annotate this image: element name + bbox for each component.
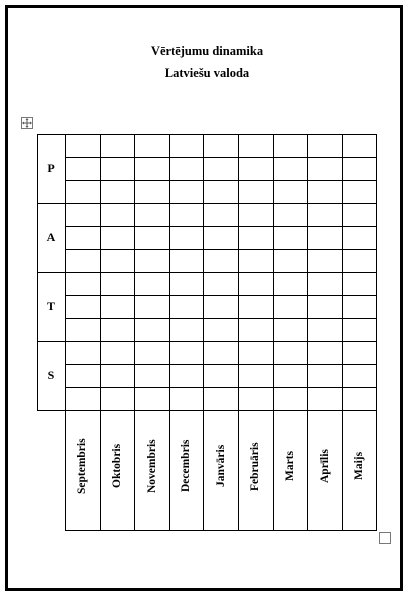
table-cell[interactable]: [273, 364, 308, 387]
table-cell[interactable]: [203, 157, 238, 180]
table-cell[interactable]: [65, 387, 100, 410]
table-cell[interactable]: [342, 134, 377, 157]
table-cell[interactable]: [100, 341, 135, 364]
table-cell[interactable]: [238, 387, 273, 410]
table-move-handle-icon[interactable]: [21, 117, 33, 129]
table-cell[interactable]: [273, 272, 308, 295]
table-cell[interactable]: [238, 318, 273, 341]
month-label: Oktobris: [110, 443, 123, 488]
table-cell[interactable]: [307, 295, 342, 318]
table-cell[interactable]: [342, 157, 377, 180]
row-group-label: A: [46, 229, 56, 244]
table-cell[interactable]: [134, 226, 169, 249]
month-label: Maijs: [353, 451, 366, 480]
table-cell[interactable]: [169, 318, 204, 341]
month-label: Septembris: [76, 438, 89, 494]
table-cell[interactable]: [65, 134, 100, 157]
table-cell[interactable]: [273, 157, 308, 180]
table-cell[interactable]: [65, 318, 100, 341]
table-cell[interactable]: [65, 272, 100, 295]
table-cell[interactable]: [342, 387, 377, 410]
table-cell[interactable]: [65, 341, 100, 364]
table-resize-handle-icon[interactable]: [379, 532, 391, 544]
table-cell[interactable]: [238, 180, 273, 203]
table-cell[interactable]: [169, 272, 204, 295]
table-cell[interactable]: [273, 249, 308, 272]
table-cell[interactable]: [203, 226, 238, 249]
row-group-label: T: [46, 298, 55, 313]
table-cell[interactable]: [238, 203, 273, 226]
table-cell[interactable]: [307, 364, 342, 387]
row-border: [65, 318, 377, 319]
table-cell[interactable]: [203, 341, 238, 364]
table-cell[interactable]: [203, 134, 238, 157]
table-cell[interactable]: [169, 295, 204, 318]
table-cell[interactable]: [100, 295, 135, 318]
month-label: Marts: [283, 450, 296, 481]
table-cell[interactable]: [307, 226, 342, 249]
table-cell[interactable]: [273, 318, 308, 341]
table-cell[interactable]: [342, 364, 377, 387]
table-cell[interactable]: [238, 249, 273, 272]
table-cell[interactable]: [100, 157, 135, 180]
table-cell[interactable]: [169, 387, 204, 410]
table-cell[interactable]: [203, 318, 238, 341]
table-cell[interactable]: [273, 180, 308, 203]
month-label: Decembris: [180, 439, 193, 492]
table-cell[interactable]: [134, 272, 169, 295]
table-cell[interactable]: [238, 157, 273, 180]
table-cell[interactable]: [65, 203, 100, 226]
table-cell[interactable]: [169, 134, 204, 157]
row-group-label: P: [47, 160, 55, 175]
table-cell[interactable]: [273, 226, 308, 249]
table-cell[interactable]: [238, 272, 273, 295]
table-cell[interactable]: [203, 272, 238, 295]
table-cell[interactable]: [169, 157, 204, 180]
table-cell[interactable]: [169, 341, 204, 364]
table-cell[interactable]: [100, 364, 135, 387]
group-border: [37, 341, 377, 342]
table-cell[interactable]: [134, 203, 169, 226]
table-cell[interactable]: [307, 203, 342, 226]
table-cell[interactable]: [134, 318, 169, 341]
table-cell[interactable]: [169, 226, 204, 249]
table-cell[interactable]: [307, 318, 342, 341]
row-border: [65, 387, 377, 388]
table-cell[interactable]: [273, 203, 308, 226]
table-cell[interactable]: [100, 203, 135, 226]
table-cell[interactable]: [273, 295, 308, 318]
month-label: Aprīlis: [318, 449, 331, 483]
table-cell[interactable]: [100, 134, 135, 157]
table-cell[interactable]: [307, 157, 342, 180]
row-border: [65, 226, 377, 227]
table-cell[interactable]: [134, 364, 169, 387]
row-border: [65, 364, 377, 365]
table-cell[interactable]: [169, 364, 204, 387]
table-cell[interactable]: [203, 180, 238, 203]
table-cell[interactable]: [342, 272, 377, 295]
table-cell[interactable]: [238, 341, 273, 364]
row-border: [65, 295, 377, 296]
table-cell[interactable]: [65, 180, 100, 203]
row-group-label: S: [47, 367, 55, 382]
table-cell[interactable]: [134, 180, 169, 203]
table-cell[interactable]: [203, 203, 238, 226]
group-border: [37, 203, 377, 204]
table-cell[interactable]: [342, 180, 377, 203]
table-cell[interactable]: [307, 387, 342, 410]
table-cell[interactable]: [134, 134, 169, 157]
table-cell[interactable]: [273, 341, 308, 364]
table-cell[interactable]: [307, 249, 342, 272]
table-cell[interactable]: [65, 157, 100, 180]
table-cell[interactable]: [134, 341, 169, 364]
table-cell[interactable]: [100, 226, 135, 249]
table-cell[interactable]: [342, 318, 377, 341]
document-title: Vērtējumu dinamika: [150, 44, 264, 58]
table-cell[interactable]: [169, 249, 204, 272]
table-cell[interactable]: [169, 203, 204, 226]
table-cell[interactable]: [65, 364, 100, 387]
month-label: Janvāris: [214, 444, 227, 487]
table-cell[interactable]: [238, 364, 273, 387]
table-cell[interactable]: [238, 134, 273, 157]
table-cell[interactable]: [307, 272, 342, 295]
month-label: Februāris: [249, 441, 262, 491]
table-cell[interactable]: [100, 249, 135, 272]
table-cell[interactable]: [100, 180, 135, 203]
month-row-bottom-border: [65, 530, 377, 531]
table-cell[interactable]: [342, 203, 377, 226]
table-cell[interactable]: [203, 387, 238, 410]
row-border: [65, 180, 377, 181]
table-cell[interactable]: [203, 249, 238, 272]
move-arrows-icon: [22, 118, 32, 128]
table-cell[interactable]: [238, 226, 273, 249]
table-cell[interactable]: [273, 134, 308, 157]
month-label: Novembris: [145, 439, 158, 493]
row-border: [65, 157, 377, 158]
table-cell[interactable]: [134, 387, 169, 410]
table-cell[interactable]: [342, 226, 377, 249]
row-border: [65, 249, 377, 250]
table-cell[interactable]: [273, 387, 308, 410]
table-cell[interactable]: [203, 295, 238, 318]
table-cell[interactable]: [342, 295, 377, 318]
table-cell[interactable]: [307, 180, 342, 203]
table-cell[interactable]: [100, 318, 135, 341]
table-cell[interactable]: [134, 249, 169, 272]
table-cell[interactable]: [65, 295, 100, 318]
table-cell[interactable]: [307, 341, 342, 364]
table-cell[interactable]: [65, 226, 100, 249]
table-cell[interactable]: [100, 272, 135, 295]
subject-title: Latviešu valoda: [164, 66, 250, 80]
table-cell[interactable]: [238, 295, 273, 318]
table-cell[interactable]: [100, 387, 135, 410]
table-cell[interactable]: [169, 180, 204, 203]
table-cell[interactable]: [203, 364, 238, 387]
table-cell[interactable]: [307, 134, 342, 157]
table-cell[interactable]: [134, 157, 169, 180]
table-cell[interactable]: [65, 249, 100, 272]
table-cell[interactable]: [134, 295, 169, 318]
group-border: [37, 134, 377, 135]
table-cell[interactable]: [342, 249, 377, 272]
table-cell[interactable]: [342, 341, 377, 364]
group-border: [37, 272, 377, 273]
